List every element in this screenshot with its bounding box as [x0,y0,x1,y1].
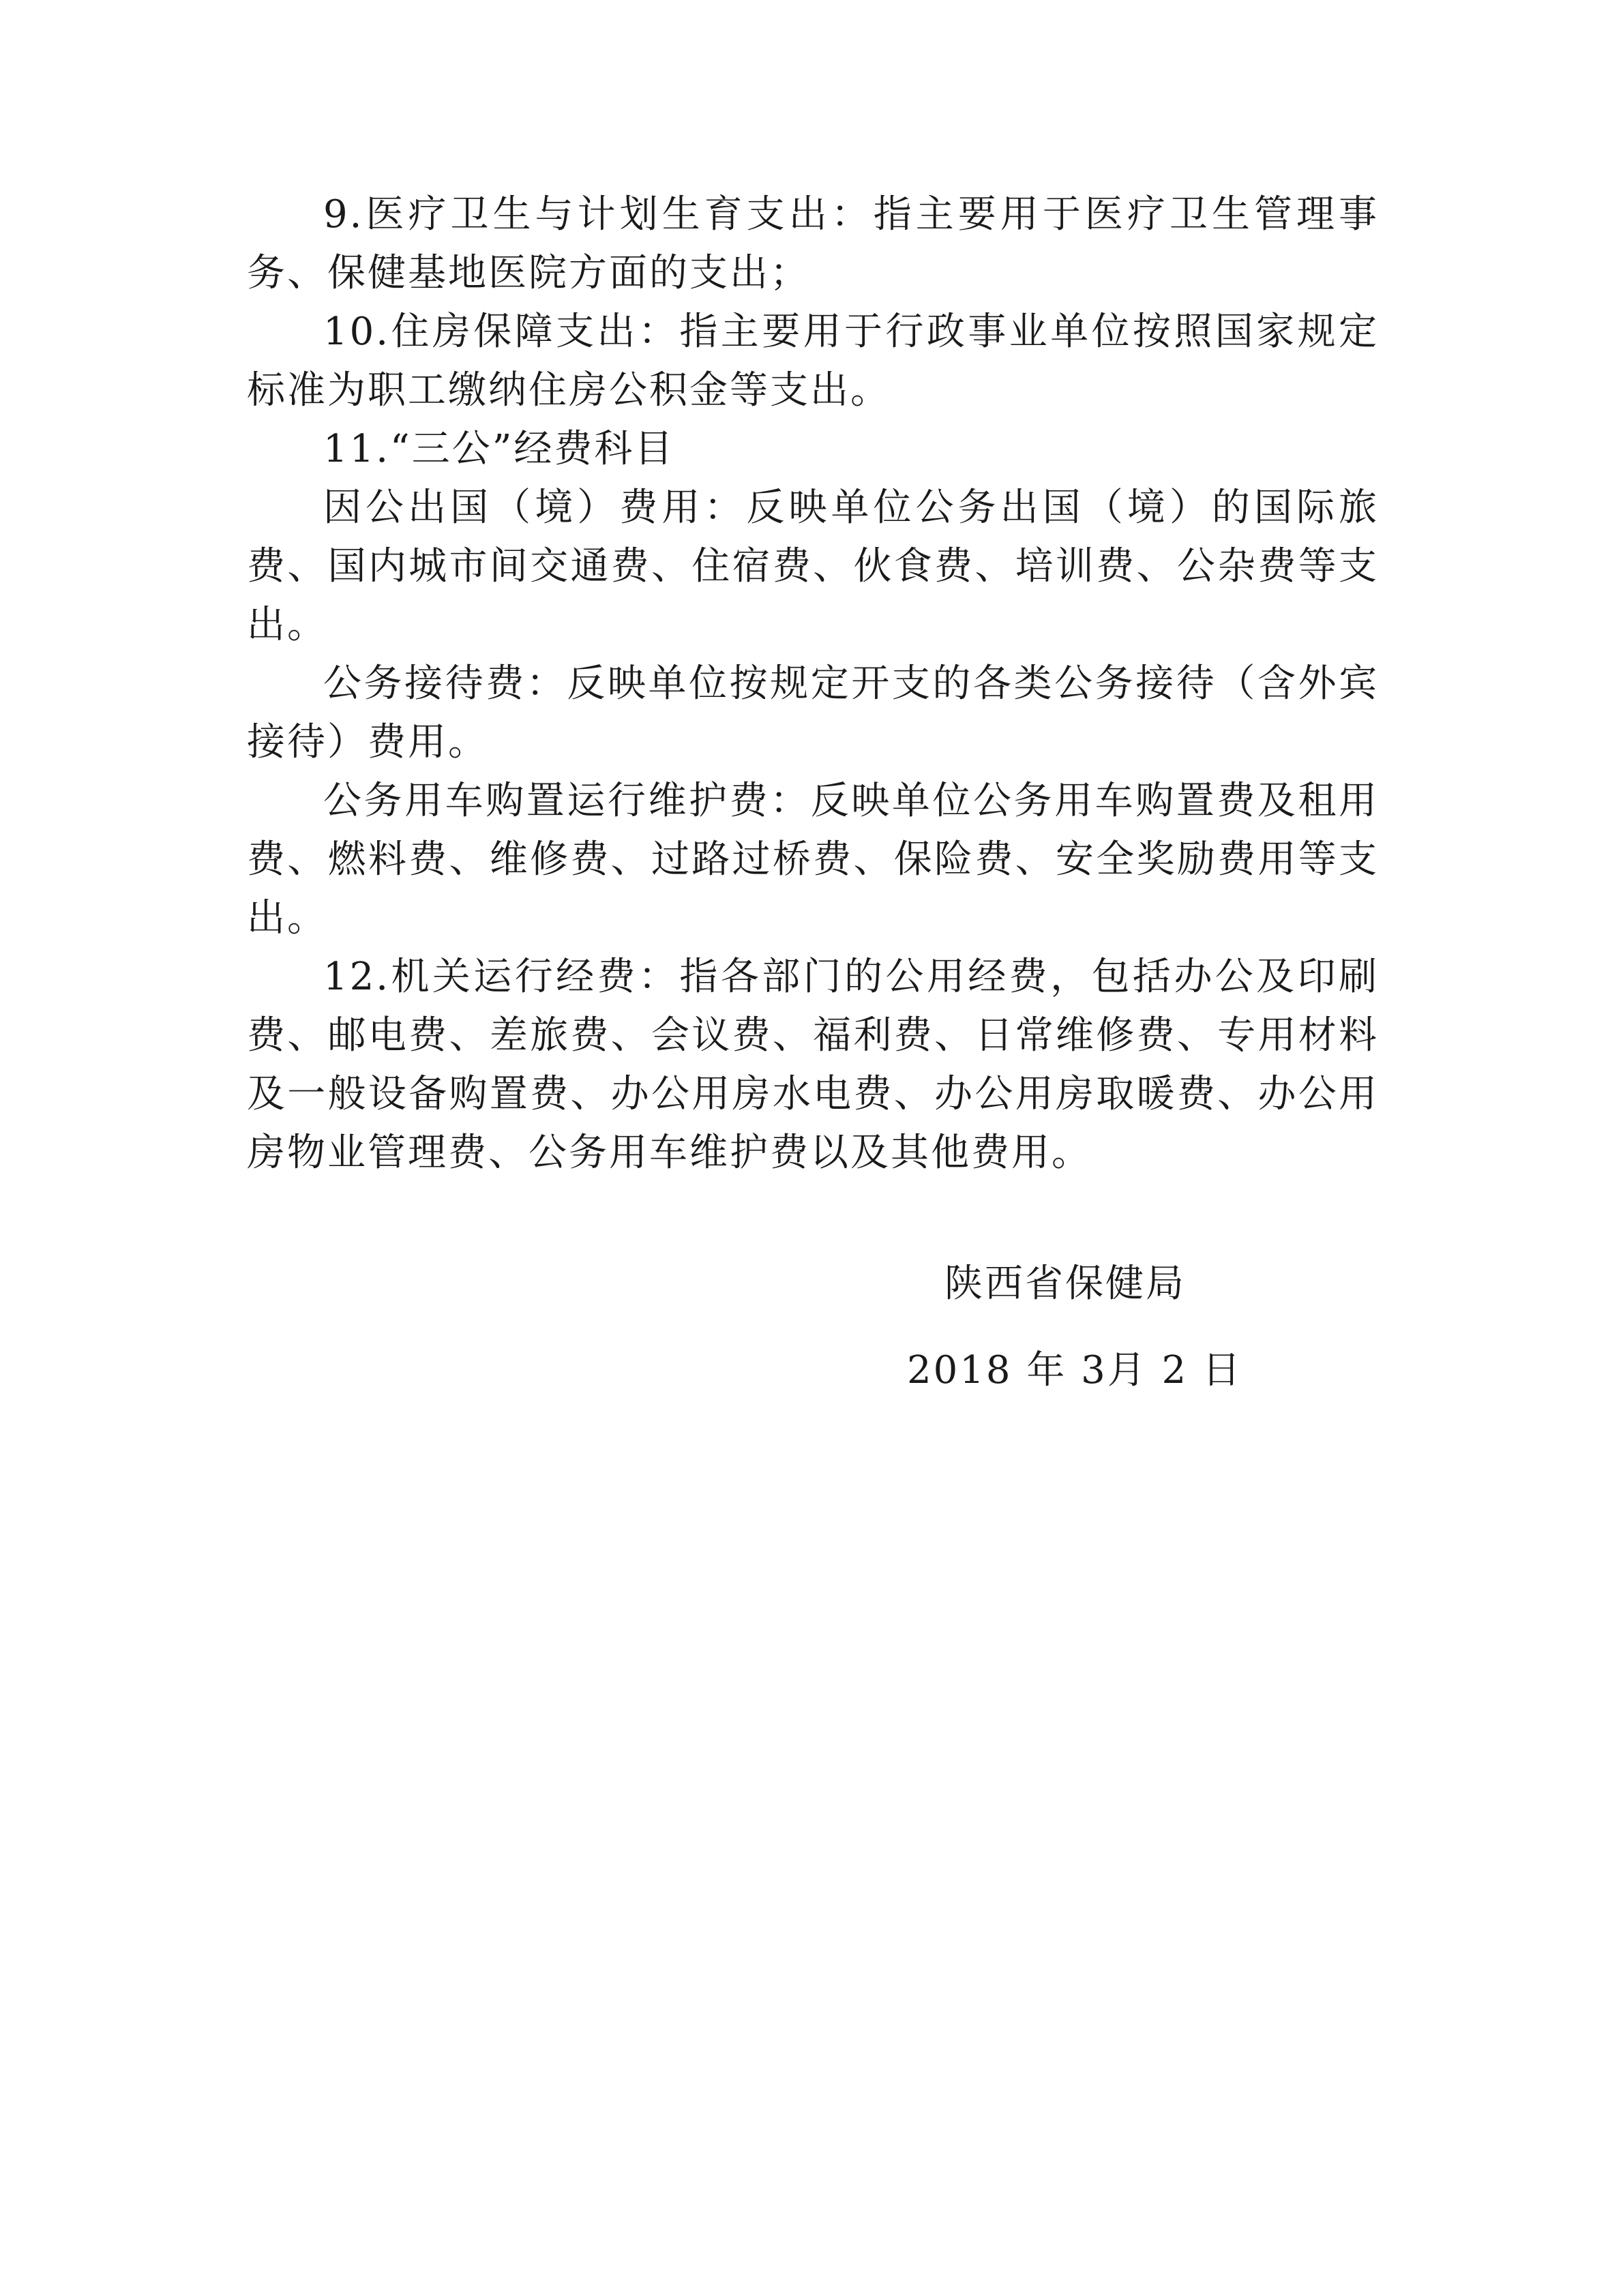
signature-date: 2018 年 3月 2 日 [907,1348,1242,1392]
paragraph-reception-expense: 公务接待费：反映单位按规定开支的各类公务接待（含外宾接待）费用。 [247,661,1379,764]
paragraph-medical-expenditure: 9.医疗卫生与计划生育支出：指主要用于医疗卫生管理事务、保健基地医院方面的支出； [247,192,1379,295]
paragraph-overseas-travel: 因公出国（境）费用：反映单位公务出国（境）的国际旅费、国内城市间交通费、住宿费、伙食费、培训费、公杂费等支出。 [247,486,1379,647]
document-body [247,185,1379,1182]
paragraph-vehicle-expense: 公务用车购置运行维护费：反映单位公务用车购置费及租用费、燃料费、维修费、过路过桥费、保险费、安全奖励费用等支出。 [247,779,1379,940]
paragraph-housing-expenditure: 10.住房保障支出：指主要用于行政事业单位按照国家规定标准为职工缴纳住房公积金等支出。 [247,310,1379,413]
signature-organization: 陕西省保健局 [944,1262,1186,1306]
paragraph-operating-expense: 12.机关运行经费：指各部门的公用经费，包括办公及印刷费、邮电费、差旅费、会议费、福利费、日常维修费、专用材料及一般设备购置费、办公用房水电费、办公用房取暖费、办公用房物业管理费、公务用车维护费以及其他费用。 [247,955,1379,1175]
paragraph-three-public-heading: 11.“三公”经费科目 [323,427,675,471]
